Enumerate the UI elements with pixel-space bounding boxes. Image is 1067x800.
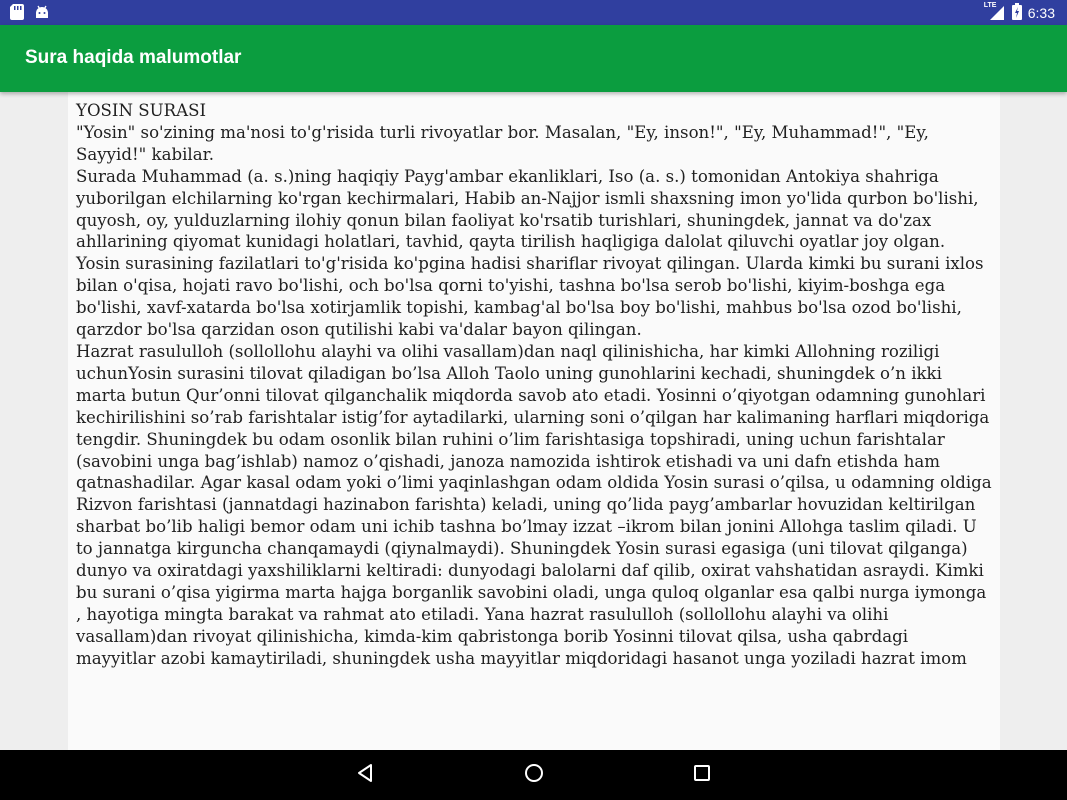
recents-button[interactable] [689,762,715,788]
back-button[interactable] [352,762,378,788]
app-bar [0,25,1067,92]
status-bar [0,0,1067,25]
home-button[interactable] [521,762,547,788]
network-label: LTE [983,2,997,9]
home-icon [524,763,544,787]
status-time: 6:33 [1027,5,1055,21]
status-left [10,4,50,24]
signal-icon [984,4,1006,22]
page-title: Sura haqida malumotlar [25,47,242,68]
sura-body: "Yosin" so'zining ma'nosi to'g'risida turli rivoyatlar bor. Masalan, "Ey, inson!", "Ey, Muhammad!", "Ey, Sayyid!" kabilar. Surada Muhammad (a. s.)ning haqiqiy Payg'ambar ekanliklari, Iso (a. s.) tomonidan Antokiya shahriga yuborilgan elchilarning ko'rgan kechirmalari, Habib an-Najjor ismli shaxsning imon yo'lida qurbon bo'lishi, quyosh, oy, yulduzlarning ilohiy qonun bilan faoliyat ko'rsatib turishlari, shuningdek, jannat va do'zax ahllarining qiyomat kunidagi holatlari, tavhid, qayta tirilish haqligiga dalolat qiluvchi oyatlar joy olgan. Yosin surasining fazilatlari to'g'risida ko'pgina hadisi shariflar rivoyat qilingan. Ularda kimki bu surani ixlos bilan o'qisa, hojati ravo bo'lishi, och bo'lsa qorni to'yishi, tashna bo'lsa serob bo'lishi, kiyim-boshga ega bo'lishi, xavf-xatarda bo'lsa xotirjamlik topishi, kambag'al bo'lsa boy bo'lishi, mahbus bo'lsa ozod bo'lishi, qarzdor bo'lsa qarzidan oson qutilishi kabi va'dalar bayon qilingan. Hazrat rasululloh (sollollohu alayhi va olihi vasallam)dan naql qilinishicha, har kimki Allohning roziligi uchunYosin surasini tilovat qiladigan bo’lsa Alloh Taolo uning gunohlarini kechadi, shuningdek o’n ikki marta butun Qur’onni tilovat qilganchalik miqdorda savob ato etadi. Yosinni o’qiyotgan odamning gunohlari kechirilishini so’rab farishtalar istig’for aytadilarki, ularning soni o’qilgan har kalimaning harflari miqdoriga tengdir. Shuningdek bu odam osonlik bilan ruhini o’lim farishtasiga topshiradi, uning uchun farishtalar (savobini unga bag’ishlab) namoz o’qishadi, janoza namozida ishtirok etishadi va uni dafn etishda ham qatnashadilar. Agar kasal odam yoki o’limi yaqinlashgan odam oldida Yosin surasi o’qilsa, u odamning oldiga Rizvon farishtasi (jannatdagi hazinabon farishta) keladi, uning qo’lida payg’ambarlar hovuzidan keltirilgan sharbat bo’lib haligi bemor odam uni ichib tashna bo’lmay izzat –ikrom bilan jonini Allohga taslim qiladi. U to jannatga kirguncha chanqamaydi (qiynalmaydi). Shuningdek Yosin surasi egasiga (uni tilovat qilganga) dunyo va oxiratdagi yaxshiliklarni keltiradi: dunyodagi balolarni daf qilib, oxirat vahshatidan asraydi. Kimki bu surani o’qisa yigirma marta hajga borganlik savobini oladi, unga quloq olganlar esa qalbi nurga iymonga , hayotiga mingta barakat va rahmat ato etiladi. Yana hazrat rasululloh (sollollohu alayhi va olihi vasallam)dan rivoyat qilinishicha, kimda-kim qabristonga borib Yosinni tilovat qilsa, usha qabrdagi mayyitlar azobi kamaytiriladi, shuningdek usha mayyitlar miqdoridagi hasanot unga yoziladi hazrat imom [76,122,992,668]
android-icon [34,4,50,24]
sura-heading: YOSIN SURASI [76,101,207,120]
status-right [984,3,1055,23]
navigation-bar [0,750,1067,800]
recents-icon [693,764,711,786]
sd-card-icon [10,4,24,24]
back-icon [355,763,375,787]
sura-info-text [68,92,1000,670]
battery-icon [1012,3,1022,23]
content-scroll-area[interactable] [68,92,1000,750]
